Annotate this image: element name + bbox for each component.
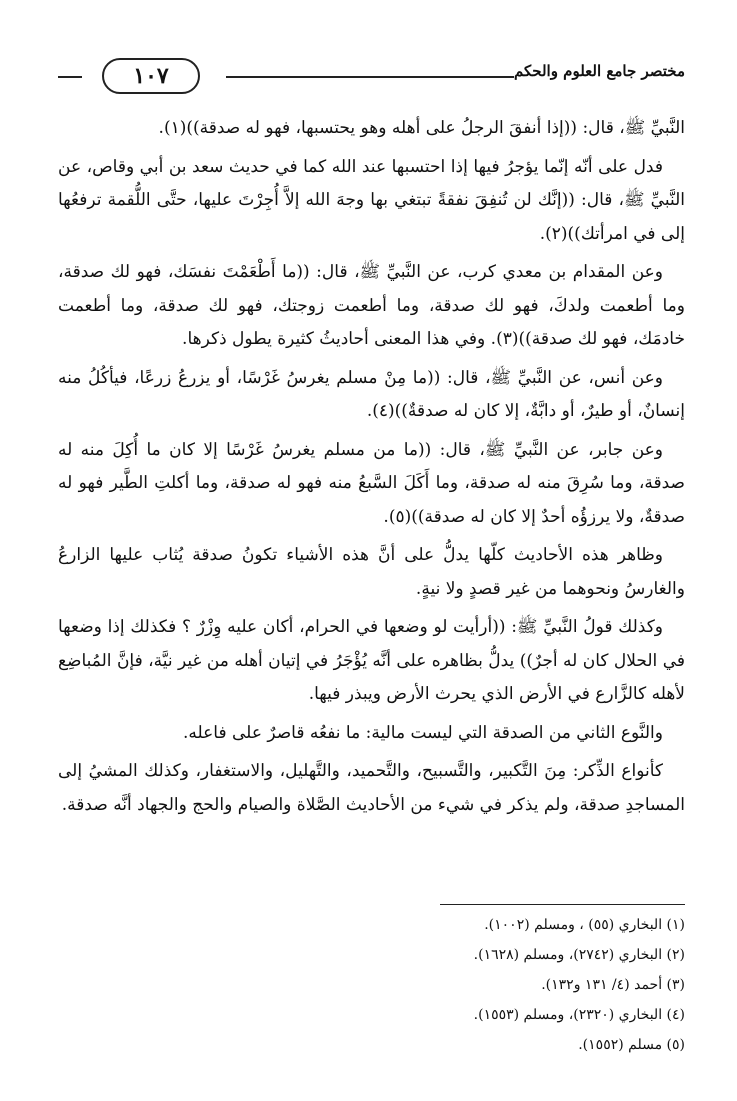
footnote: (١) البخاري (٥٥) ، ومسلم (١٠٠٢). — [484, 917, 685, 933]
paragraph: وعن جابر، عن النَّبيِّ ﷺ، قال: ((ما من مسلم يغرسُ غَرْسًا إلا كان ما أُكِلَ منه له صدقة، وما سُرِقَ منه له صدقة، وما أَكَلَ السَّبعُ منه فهو له صدقة، وما أكلتِ الطَّير فهو له صدقةٌ، ولا يرزؤُه أحدٌ إلا كان له صدقة))(٥). — [58, 439, 685, 527]
paragraph: النَّبيِّ ﷺ، قال: ((إذا أنفقَ الرجلُ على أهله وهو يحتسبها، فهو له صدقة))(١). — [158, 118, 685, 138]
paragraph: فدل على أنّه إنّما يؤجرُ فيها إذا احتسبها عند الله كما في حديث سعد بن أبي وقاص، عن النَّبيِّ ﷺ، قال: ((إنَّك لن تُنفِقَ نفقةً تبتغي بها وجهَ الله إلاَّ أُجِرْتَ عليها، حتَّى اللُّقمة ترفعُها إلى في امرأتك))(٢). — [58, 156, 685, 244]
footnote: (٥) مسلم (١٥٥٢). — [578, 1037, 685, 1053]
footnote: (٤) البخاري (٢٣٢٠)، ومسلم (١٥٥٣). — [473, 1007, 685, 1023]
header-rule-right — [226, 76, 514, 78]
page-header — [58, 52, 685, 100]
paragraph: وكذلك قولُ النَّبيِّ ﷺ: ((أرأيت لو وضعها في الحرام، أكان عليه وِزْرٌ ؟ فكذلك إذا وضعها في الحلال كان له أجرٌ)) يدلُّ بظاهره على أنَّه يُؤْجَرُ في إتيان أهله من غير نيَّة، فإنَّ المُباضِع لأهله كالزَّارع في الأرض الذي يحرث الأرض ويبذر فيها. — [58, 617, 685, 704]
footnotes — [58, 910, 685, 1060]
header-rule-left — [58, 76, 82, 78]
paragraph: والنَّوع الثاني من الصدقة التي ليست مالية: ما نفعُه قاصرٌ على فاعله. — [183, 722, 663, 743]
page-number: ١٠٧ — [102, 58, 200, 94]
paragraph: كأنواع الذِّكر: مِنَ التَّكبير، والتَّسبيح، والتَّحميد، والتَّهليل، والاستغفار، وكذلك المشيُ إلى المساجدِ صدقة، ولم يذكر في شيء من الأحاديث الصَّلاة والصيام والحج والجهاد أنَّه صدقة. — [58, 761, 685, 815]
paragraph: وعن أنس، عن النَّبيِّ ﷺ، قال: ((ما مِنْ مسلم يغرسُ غَرْسًا، أو يزرعُ زرعًا، فيأكُلُ منه إنسانٌ، أو طيرٌ، أو دابَّةٌ، إلا كان له صدقةٌ))(٤). — [58, 367, 685, 421]
main-text — [58, 112, 685, 827]
paragraph: وعن المقدام بن معدي كرب، عن النَّبيِّ ﷺ، قال: ((ما أَطْعَمْتَ نفسَك، فهو لك صدقة، وما أطعمت ولدكَ، فهو لك صدقة، وما أطعمت زوجتك، فهو لك صدقة، وما أطعمت خادمَك، فهو لك صدقة))(٣). وفي هذا المعنى أحاديثُ كثيرة يطول ذكرها. — [58, 262, 685, 349]
footnote: (٢) البخاري (٢٧٤٢)، ومسلم (١٦٢٨). — [473, 947, 685, 963]
paragraph: وظاهر هذه الأحاديث كلّها يدلُّ على أنَّ هذه الأشياء تكونُ صدقة يُثاب عليها الزارعُ والغارسُ ونحوهما من غير قصدٍ ولا نيةٍ. — [58, 545, 685, 599]
book-title: مختصر جامع العلوم والحكم — [514, 62, 685, 80]
footnote-divider — [440, 904, 685, 905]
footnote: (٣) أحمد (٤/ ١٣١ و١٣٢). — [541, 977, 685, 993]
